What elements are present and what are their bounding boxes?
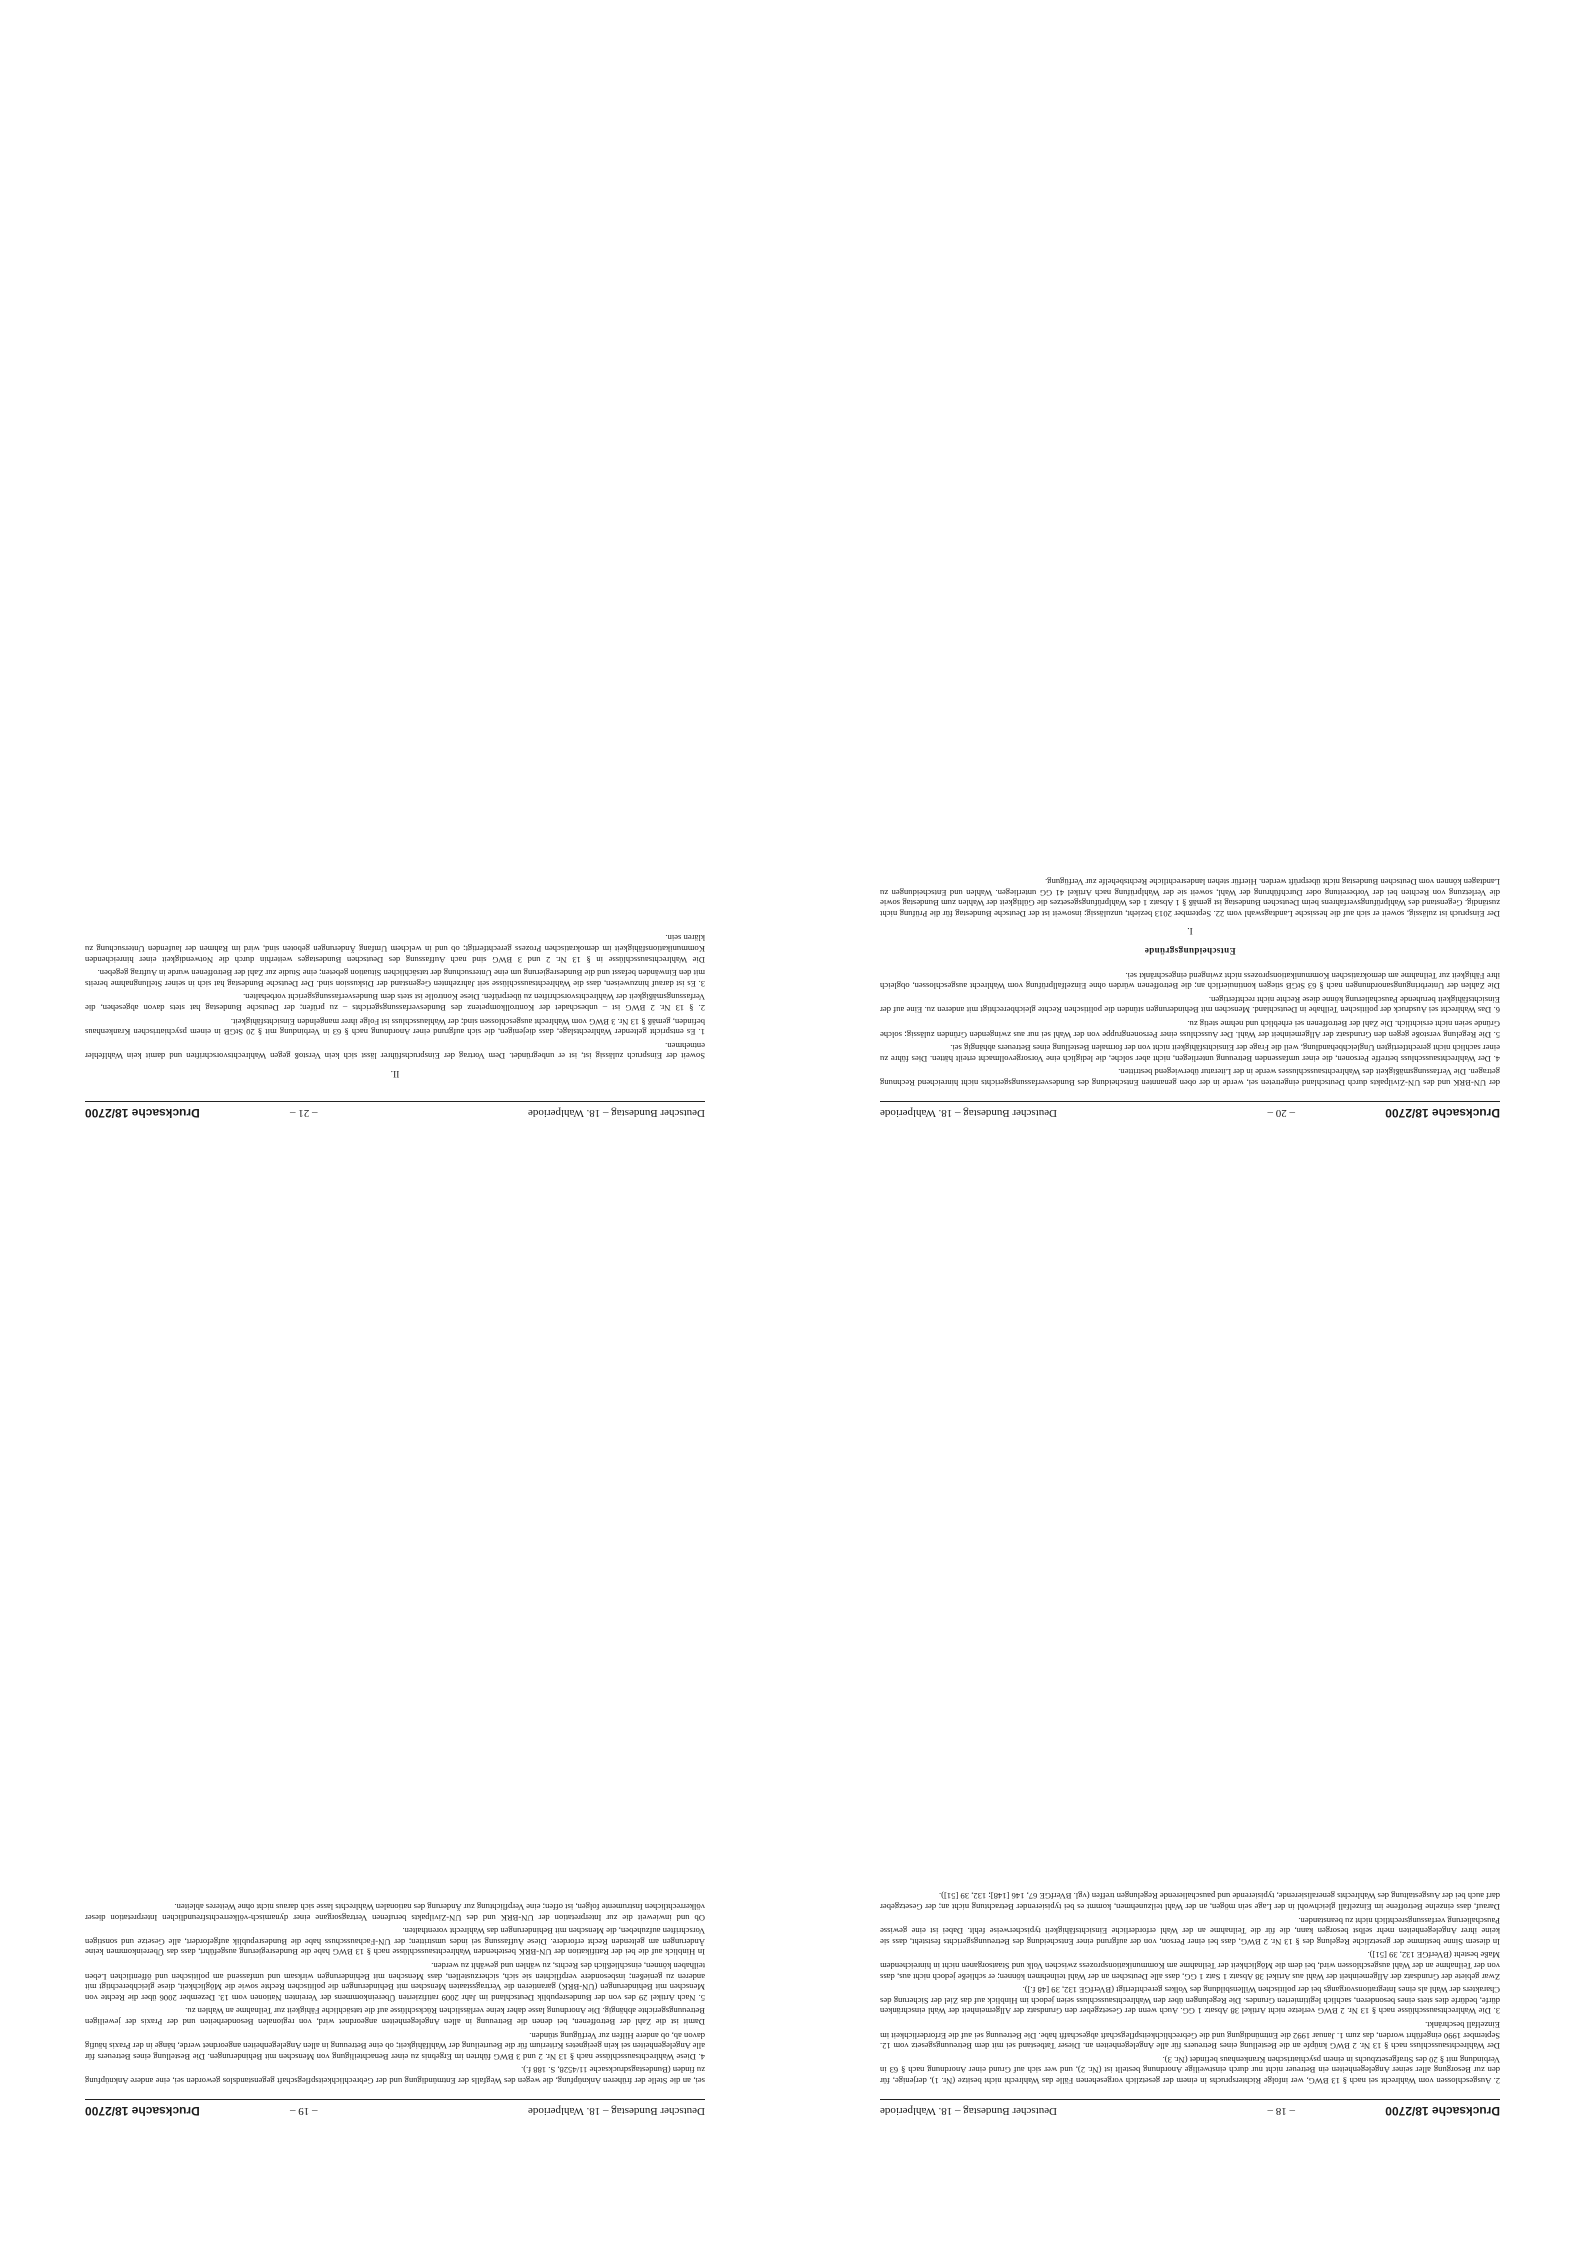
page-number: – 19 – <box>290 2105 318 2117</box>
document-page-18 <box>840 1148 1540 2158</box>
document-page-19 <box>45 1148 745 2158</box>
page-body <box>85 930 705 1088</box>
bundestag-label: Deutscher Bundestag – 18. Wahlperiode <box>880 2105 1058 2117</box>
paragraph: In diesem Sinne bestimme der gesetzliche Regelung des § 13 Nr. 2 BWG, dass bei einer Person, von der aufgrund einer Entscheidung des Betreuungsgerichts feststeht, dass sie keine ihrer Angelegenheiten mehr selbst besorgen kann, die für die Teilnahme an der Wahl erforderliche Einsichtsfähigkeit typischerweise fehlt. Dabei ist eine gewisse Pauschalierung verfassungsrechtlich nicht zu beanstanden. <box>880 1915 1500 1947</box>
paragraph: 1. Es entspricht geltender Wahlrechtslage, dass diejenigen, die sich aufgrund einer Anordnung nach § 63 in Verbindung mit § 20 StGB in einem psychiatrischen Krankenhaus befinden, gemäß § 13 Nr. 3 BWG vom Wahlrecht ausgeschlossen sind; der Wahlausschluss ist Folge ihrer mangelnden Einsichtsfähigkeit. <box>85 1016 705 1038</box>
page-header <box>880 1101 1500 1120</box>
drucksache-number: Drucksache 18/2700 <box>85 2104 200 2118</box>
paragraph: 5. Die Regelung verstoße gegen den Grundsatz der Allgemeinheit der Wahl. Der Ausschluss einer Personengruppe von der Wahl sei nur aus zwingenden Gründen zulässig; solche Gründe seien nicht ersichtlich. Die Zahl der Betroffenen sei erheblich und nehme stetig zu. <box>880 1019 1500 1040</box>
drucksache-number: Drucksache 18/2700 <box>85 1106 200 1120</box>
paragraph: 3. Es ist darauf hinzuweisen, dass die Wahlrechtsausschlüsse seit Jahrzehnten Gegenstand der Diskussion sind. Der Deutsche Bundestag hat sich in seiner Stellungnahme bereits mit den Einwänden befasst und die Bundesregierung um eine Untersuchung der tatsächlichen Situation gebeten; eine Studie zur Zahl der Betroffenen wurde in Auftrag gegeben. <box>85 968 705 989</box>
section-heading: II. <box>390 1068 400 1078</box>
page-number: – 21 – <box>290 1107 318 1119</box>
paragraph: 4. Diese Wahlrechtsausschlüsse nach § 13 Nr. 2 und 3 BWG führten im Ergebnis zu einer Benachteiligung von Menschen mit Behinderungen. Die Bestellung eines Betreuers für alle Angelegenheiten sei kein geeignetes Kriterium für die Beurteilung der Wahlfähigkeit; ob eine Betreuung in allen Angelegenheiten angeordnet werde, hänge in der Praxis häufig davon ab, ob andere Hilfen zur Verfügung stünden. <box>85 2030 705 2062</box>
paragraph: Der Wahlrechtsausschluss nach § 13 Nr. 2 BWG knüpfe an die Bestellung eines Betreuers für alle Angelegenheiten an. Dieser Tatbestand sei mit dem Betreuungsgesetz vom 12. September 1990 eingeführt worden, das zum 1. Januar 1992 die Entmündigung und die Gebrechlichkeitspflegschaft abgeschafft habe. Die Betreuung sei auf die Erforderlichkeit im Einzelfall beschränkt. <box>880 2020 1500 2052</box>
page-header <box>85 2099 705 2118</box>
decision-heading: Entscheidungsgründe <box>1144 946 1236 957</box>
section-heading: I. <box>1187 925 1193 936</box>
paragraph: 2. § 13 Nr. 2 BWG ist – unbeschadet der Kontrollkompetenz des Bundesverfassungsgerichts – zu prüfen; der Deutsche Bundestag hat stets davon abgesehen, die Verfassungsmäßigkeit der Wahlrechtsvorschriften zu überprüfen. Diese Kontrolle ist stets dem Bundesverfassungsgericht vorbehalten. <box>85 992 705 1014</box>
paragraph: 5. Nach Artikel 29 des von der Bundesrepublik Deutschland im Jahr 2009 ratifizierten Übereinkommens der Vereinten Nationen vom 13. Dezember 2006 über die Rechte von Menschen mit Behinderungen (UN-BRK) garantieren die Vertragsstaaten Menschen mit Behinderungen die politischen Rechte sowie die Möglichkeit, diese gleichberechtigt mit anderen zu genießen; insbesondere verpflichten sie sich, sicherzustellen, dass Menschen mit Behinderungen wirksam und umfassend am politischen und öffentlichen Leben teilhaben können, einschließlich des Rechts, zu wählen und gewählt zu werden. <box>85 1961 705 2003</box>
paragraph: 4. Der Wahlrechtsausschluss betreffe Personen, die einer umfassenden Betreuung unterliegen, nicht aber solche, die lediglich eine Vorsorgevollmacht erteilt hätten. Dies führe zu einer sachlich nicht gerechtfertigten Ungleichbehandlung, weil die Frage der Einsichtsfähigkeit nicht von der formalen Bestellung eines Betreuers abhängig sei. <box>880 1043 1500 1064</box>
paragraph: In Hinblick auf die bei der Ratifikation der UN-BRK bestehenden Wahlrechtsausschlüsse nach § 13 BWG habe die Bundesregierung ausgeführt, dass das Übereinkommen keine Änderungen am geltenden Recht erfordere. Diese Auffassung sei indes umstritten; der UN-Fachausschuss habe die Bundesrepublik aufgefordert, alle Gesetze und sonstigen Vorschriften aufzuheben, die Menschen mit Behinderungen das Wahlrecht vorenthalten. <box>85 1926 705 1958</box>
paragraph: Ob und inwieweit die zur Interpretation der UN-BRK und des UN-Zivilpakts berufenen Vertragsorgane einer dynamisch-völkerrechtsfreundlichen Interpretation dieser völkerrechtlichen Instrumente folgen, ist offen; eine Verpflichtung zur Änderung des nationalen Wahlrechts lasse sich daraus nicht ohne Weiteres ableiten. <box>85 1902 705 1923</box>
paragraph: Die Wahlrechtsausschlüsse in § 13 Nr. 2 und 3 BWG sind nach Auffassung des Deutschen Bundestages weiterhin durch die Notwendigkeit einer hinreichenden Kommunikationsfähigkeit im demokratischen Prozess gerechtfertigt; ob und in welchem Umfang Änderungen geboten sind, wird im Rahmen der laufenden Untersuchung zu klären sein. <box>85 933 705 965</box>
document-page-20 <box>840 150 1540 1160</box>
paragraph: 3. Die Wahlrechtsausschlüsse nach § 13 Nr. 2 BWG verletze nicht Artikel 38 Absatz 1 GG. Auch wenn der Gesetzgeber den Grundsatz der Allgemeinheit der Wahl einschränken dürfe, bedürfe dies stets eines besonderen, sachlich legitimierten Grundes. Die Regelungen über den Wahlrechtsausschluss seien jedoch im Hinblick auf das Ziel der Sicherung des Charakters der Wahl als eines Integrationsvorgangs bei der politischen Willensbildung des Volkes gerechtfertigt (BVerfGE 132, 39 [48 f.]). <box>880 1985 1500 2017</box>
paragraph: Der Einspruch ist zulässig, soweit er sich auf die hessische Landtagswahl vom 22. September 2013 bezieht, unzulässig; insoweit ist der Deutsche Bundestag für die Prüfung nicht zuständig. Gegenstand des Wahlprüfungsverfahrens beim Deutschen Bundestag ist gemäß § 1 Absatz 1 des Wahlprüfungsgesetzes die Gültigkeit der Wahlen zum Bundestag sowie die Verletzung von Rechten bei der Vorbereitung oder Durchführung der Wahl, soweit sie der Wahlprüfung nach Artikel 41 GG unterliegen. Wahlen und Entscheidungen zu Landtagen können vom Deutschen Bundestag nicht überprüft werden. Hierfür stehen landesrechtliche Rechtsbehelfe zur Verfügung. <box>880 877 1500 919</box>
document-page-21 <box>45 150 745 1160</box>
bundestag-label: Deutscher Bundestag – 18. Wahlperiode <box>527 1107 705 1119</box>
paragraph: Darauf, dass einzelne Betroffene im Einzelfall gleichwohl in der Lage sein mögen, an der Wahl teilzunehmen, kommt es bei typisierender Betrachtung nicht an; der Gesetzgeber darf auch bei der Ausgestaltung des Wahlrechts generalisierende, typisierende und pauschalierende Regelungen treffen (vgl. BVerfGE 67, 146 [148]; 132, 39 [51]). <box>880 1891 1500 1913</box>
page-header <box>85 1101 705 1120</box>
page-number: – 18 – <box>1267 2105 1295 2117</box>
page-body <box>880 874 1500 1089</box>
paragraph: Zwar gebiete der Grundsatz der Allgemeinheit der Wahl aus Artikel 38 Absatz 1 Satz 1 GG, dass alle Deutschen an der Wahl teilnehmen können; er schließe jedoch nicht aus, dass von der Teilnahme an der Wahl ausgeschlossen wird, bei dem die Möglichkeit der Teilnahme am Kommunikationsprozess zwischen Volk und Staatsorganen nicht in hinreichendem Maße besteht (BVerfGE 132, 39 [51]). <box>880 1950 1500 1982</box>
page-body <box>880 1888 1500 2086</box>
paragraph: Damit ist die Zahl der Betroffenen, bei denen die Betreuung in allen Angelegenheiten angeordnet wird, von regionalen Besonderheiten und der Praxis der jeweiligen Betreuungsgerichte abhängig. Die Anordnung lasse daher keine verlässlichen Rückschlüsse auf die tatsächliche Fähigkeit zur Teilnahme an Wahlen zu. <box>85 2006 705 2028</box>
paragraph: Die Zahlen der Unterbringungsanordnungen nach § 63 StGB stiegen kontinuierlich an; die Betroffenen würden ohne Einzelfallprüfung vom Wahlrecht ausgeschlossen, obgleich ihre Fähigkeit zur Teilnahme am demokratischen Kommunikationsprozess nicht zwingend eingeschränkt sei. <box>880 970 1500 992</box>
page-body <box>85 1899 705 2087</box>
paragraph: 6. Das Wahlrecht sei Ausdruck der politischen Teilhabe in Deutschland. Menschen mit Behinderungen stünden die politischen Rechte gleichberechtigt mit anderen zu. Eine auf der Einsichtsfähigkeit beruhende Pauschalierung könne diese Rechte nicht rechtfertigen. <box>880 994 1500 1016</box>
bundestag-label: Deutscher Bundestag – 18. Wahlperiode <box>880 1107 1058 1119</box>
bundestag-label: Deutscher Bundestag – 18. Wahlperiode <box>527 2105 705 2117</box>
paragraph: sei, an die Stelle der früheren Anknüpfung, die wegen des Wegfalls der Entmündigung und der Gebrechlichkeitspflegschaft gegenstandslos geworden sei, eine andere Anknüpfung zu finden (Bundestagsdrucksache 11/4528, S. 188 f.). <box>85 2065 705 2086</box>
page-number: – 20 – <box>1267 1107 1295 1119</box>
drucksache-number: Drucksache 18/2700 <box>1385 2104 1500 2118</box>
page-header <box>880 2099 1500 2118</box>
paragraph: 2. Ausgeschlossen vom Wahlrecht sei nach § 13 BWG, wer infolge Richterspruchs in einem der gesetzlich vorgesehenen Fälle das Wahlrecht nicht besitze (Nr. 1), derjenige, für den zur Besorgung aller seiner Angelegenheiten ein Betreuer nicht nur durch einstweilige Anordnung bestellt ist (Nr. 2), und wer sich auf Grund einer Anordnung nach § 63 in Verbindung mit § 20 des Strafgesetzbuchs in einem psychiatrischen Krankenhaus befindet (Nr. 3). <box>880 2054 1500 2086</box>
paragraph: Soweit der Einspruch zulässig ist, ist er unbegründet. Dem Vortrag der Einspruchsführer lässt sich kein Verstoß gegen Wahlrechtsvorschriften und damit kein Wahlfehler entnehmen. <box>85 1040 705 1062</box>
paragraph: der UN-BRK und des UN-Zivilpakts durch Deutschland eingetreten sei, werde in der oben genannten Entscheidung des Bundesverfassungsgerichts nicht hinreichend Rechnung getragen. Die Verfassungsmäßigkeit des Wahlrechtsausschlusses werde in der Literatur überwiegend bestritten. <box>880 1067 1500 1088</box>
drucksache-number: Drucksache 18/2700 <box>1385 1106 1500 1120</box>
